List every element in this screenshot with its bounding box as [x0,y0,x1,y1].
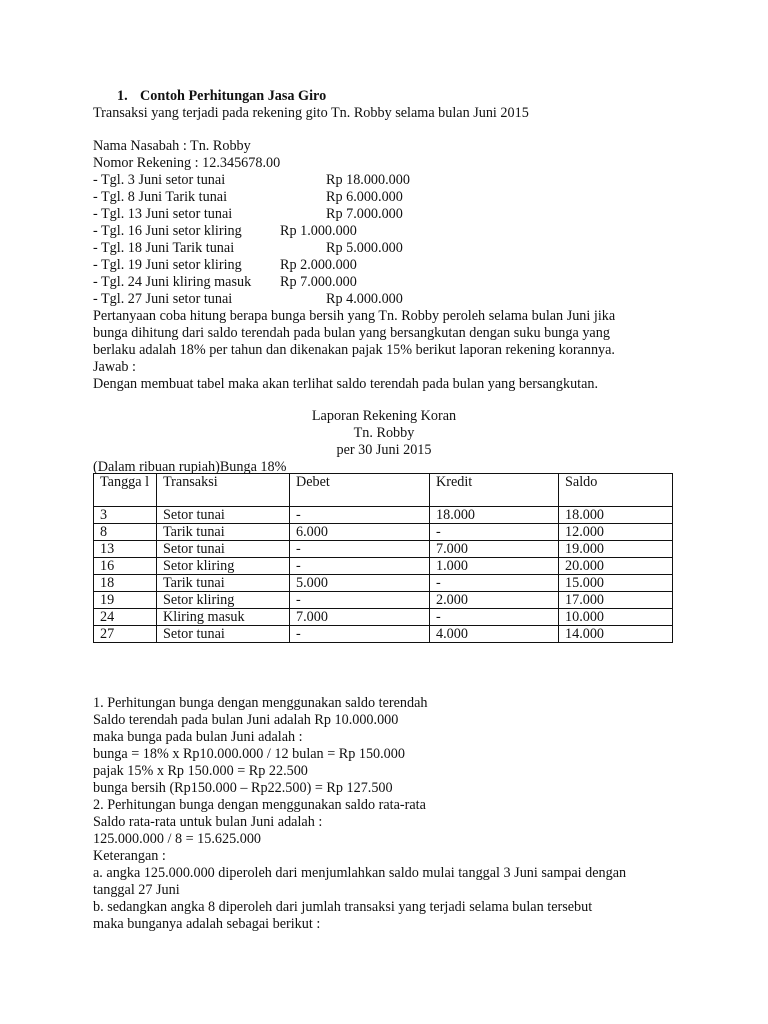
calc-line: maka bunga pada bulan Juni adalah : [93,729,303,745]
cell-tanggal: 8 [94,524,157,541]
transaction-amount: Rp 4.000.000 [326,291,403,307]
transaction-desc: - Tgl. 13 Juni setor tunai [93,206,233,222]
cell-debet: - [290,541,430,558]
answer-intro: Dengan membuat tabel maka akan terlihat saldo terendah pada bulan yang bersangkutan. [93,376,599,392]
cell-saldo: 18.000 [559,507,673,524]
cell-saldo: 14.000 [559,626,673,643]
cell-tanggal: 3 [94,507,157,524]
cell-saldo: 20.000 [559,558,673,575]
column-header-tanggal: Tangga l [94,474,157,507]
cell-kredit: - [430,575,559,592]
table-row [94,626,673,643]
calc-line: tanggal 27 Juni [93,882,180,898]
column-header-saldo: Saldo [559,474,673,507]
table-row [94,541,673,558]
cell-transaksi: Tarik tunai [157,575,290,592]
cell-saldo: 12.000 [559,524,673,541]
cell-tanggal: 19 [94,592,157,609]
cell-tanggal: 13 [94,541,157,558]
table-header-row [94,474,673,507]
cell-tanggal: 24 [94,609,157,626]
transaction-amount: Rp 1.000.000 [280,223,357,239]
calc-line: maka bunganya adalah sebagai berikut : [93,916,321,932]
cell-saldo: 17.000 [559,592,673,609]
transaction-amount: Rp 5.000.000 [326,240,403,256]
table-row [94,592,673,609]
cell-debet: - [290,558,430,575]
column-header-debet: Debet [290,474,430,507]
intro-text: Transaksi yang terjadi pada rekening gito Tn. Robby selama bulan Juni 2015 [93,105,529,121]
cell-transaksi: Setor tunai [157,541,290,558]
cell-debet: - [290,507,430,524]
transaction-amount: Rp 7.000.000 [326,206,403,222]
cell-transaksi: Tarik tunai [157,524,290,541]
cell-saldo: 19.000 [559,541,673,558]
table-row [94,558,673,575]
cell-debet: 7.000 [290,609,430,626]
transaction-desc: - Tgl. 8 Juni Tarik tunai [93,189,228,205]
calc-line: bunga bersih (Rp150.000 – Rp22.500) = Rp 127.500 [93,780,393,796]
calc-line: bunga = 18% x Rp10.000.000 / 12 bulan = Rp 150.000 [93,746,405,762]
jawab-label: Jawab : [93,359,136,375]
calc-line: Saldo terendah pada bulan Juni adalah Rp 10.000.000 [93,712,399,728]
report-title: Laporan Rekening Koran [311,408,457,424]
calc-line: 1. Perhitungan bunga dengan menggunakan saldo terendah [93,695,428,711]
cell-debet: 5.000 [290,575,430,592]
table-row [94,575,673,592]
account-number: Nomor Rekening : 12.345678.00 [93,155,281,171]
cell-kredit: 7.000 [430,541,559,558]
table-row [94,609,673,626]
transaction-desc: - Tgl. 16 Juni setor kliring [93,223,242,239]
cell-debet: 6.000 [290,524,430,541]
transaction-amount: Rp 6.000.000 [326,189,403,205]
transaction-desc: - Tgl. 19 Juni setor kliring [93,257,242,273]
calc-line: Keterangan : [93,848,166,864]
heading-title: Contoh Perhitungan Jasa Giro [140,88,327,104]
calc-line: 2. Perhitungan bunga dengan menggunakan saldo rata-rata [93,797,426,813]
cell-saldo: 15.000 [559,575,673,592]
cell-transaksi: Setor tunai [157,507,290,524]
cell-kredit: 18.000 [430,507,559,524]
calc-line: 125.000.000 / 8 = 15.625.000 [93,831,262,847]
transaction-desc: - Tgl. 3 Juni setor tunai [93,172,226,188]
report-name: Tn. Robby [353,425,415,441]
cell-kredit: - [430,609,559,626]
cell-kredit: 2.000 [430,592,559,609]
transaction-amount: Rp 2.000.000 [280,257,357,273]
cell-transaksi: Kliring masuk [157,609,290,626]
question-line: bunga dihitung dari saldo terendah pada bulan yang bersangkutan dengan suku bunga yang [93,325,610,341]
cell-kredit: - [430,524,559,541]
calc-line: a. angka 125.000.000 diperoleh dari menjumlahkan saldo mulai tanggal 3 Juni sampai dengan [93,865,627,881]
cell-kredit: 4.000 [430,626,559,643]
report-date: per 30 Juni 2015 [336,442,432,458]
heading-number: 1. [117,88,128,104]
transaction-amount: Rp 7.000.000 [280,274,357,290]
cell-debet: - [290,592,430,609]
table-row [94,507,673,524]
question-line: Pertanyaan coba hitung berapa bunga bersih yang Tn. Robby peroleh selama bulan Juni jika [93,308,616,324]
cell-tanggal: 16 [94,558,157,575]
question-line: berlaku adalah 18% per tahun dan dikenakan pajak 15% berikut laporan rekening korannya. [93,342,615,358]
report-note: (Dalam ribuan rupiah)Bunga 18% [93,459,287,475]
cell-saldo: 10.000 [559,609,673,626]
cell-kredit: 1.000 [430,558,559,575]
nasabah-name: Nama Nasabah : Tn. Robby [93,138,251,154]
cell-tanggal: 18 [94,575,157,592]
column-header-kredit: Kredit [430,474,559,507]
calc-line: pajak 15% x Rp 150.000 = Rp 22.500 [93,763,308,779]
transaction-desc: - Tgl. 18 Juni Tarik tunai [93,240,235,256]
cell-transaksi: Setor kliring [157,592,290,609]
cell-transaksi: Setor tunai [157,626,290,643]
transaction-amount: Rp 18.000.000 [326,172,410,188]
calc-line: Saldo rata-rata untuk bulan Juni adalah : [93,814,323,830]
transaction-desc: - Tgl. 27 Juni setor tunai [93,291,233,307]
cell-debet: - [290,626,430,643]
rekening-koran-table [93,473,673,643]
cell-transaksi: Setor kliring [157,558,290,575]
column-header-transaksi: Transaksi [157,474,290,507]
table-row [94,524,673,541]
calc-line: b. sedangkan angka 8 diperoleh dari jumlah transaksi yang terjadi selama bulan tersebut [93,899,593,915]
transaction-desc: - Tgl. 24 Juni kliring masuk [93,274,252,290]
cell-tanggal: 27 [94,626,157,643]
